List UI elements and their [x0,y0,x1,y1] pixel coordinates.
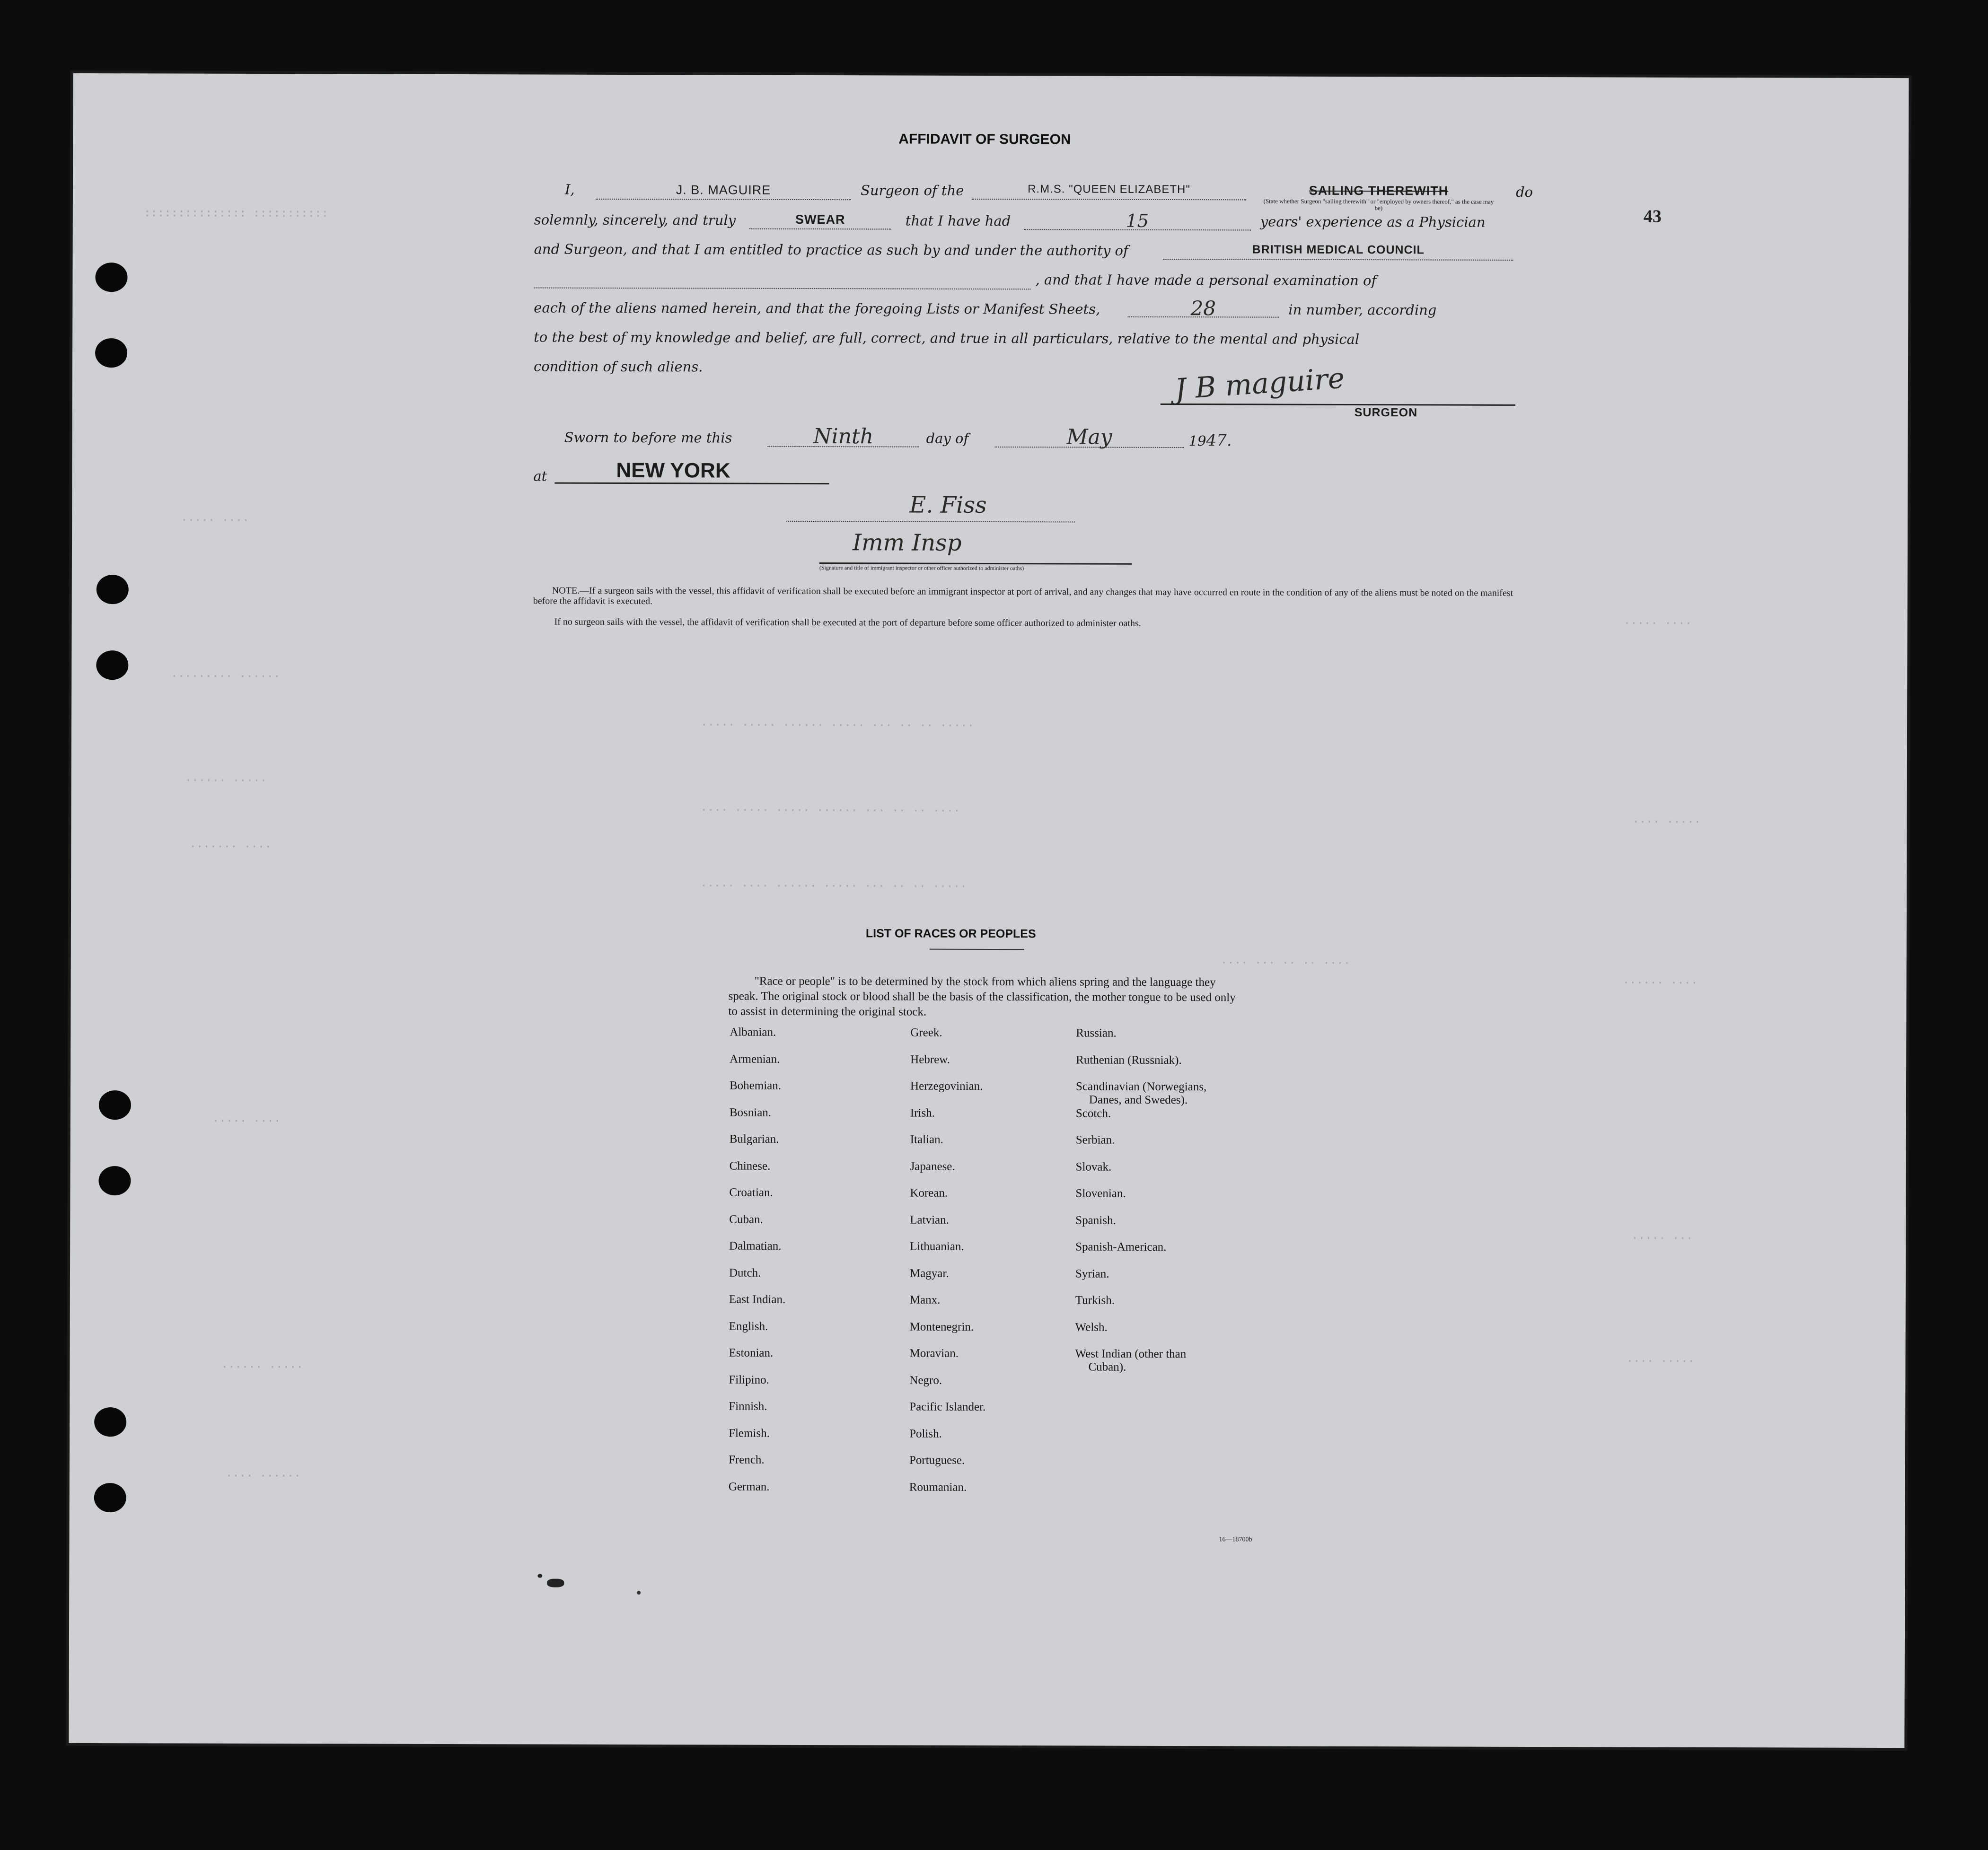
text-fragment: years' experience as a Physician [1260,213,1486,230]
race-item: East Indian. [729,1293,786,1306]
page-number: 43 [1643,206,1662,227]
text-fragment: that I have had [905,212,1011,229]
race-item: Ruthenian (Russniak). [1076,1053,1182,1067]
race-item: Bulgarian. [729,1132,779,1146]
signature-title: SURGEON [1354,406,1418,420]
race-item: Russian. [1076,1026,1117,1040]
authority-field [1163,243,1513,261]
race-item: Montenegrin. [909,1320,974,1333]
race-item: Croatian. [729,1186,773,1199]
officer-caption: (Signature and title of immigrant inspector or other officer authorized to administer oaths) [819,564,1024,572]
oath-type: SWEAR [795,212,845,227]
punch-hole [98,1166,131,1195]
race-item: Slovak. [1075,1160,1112,1174]
note-text: —If a surgeon sails with the vessel, this affidavit of verification shall be executed before an immigrant inspector at port of arrival, and any changes that may have occurred en route in the condition of any of the aliens must be noted on the manifest before the affidavit is executed. [533,585,1513,607]
race-item: Scandinavian (Norwegians, [1075,1080,1207,1094]
race-item: Latvian. [910,1213,949,1227]
race-item: Cuban). [1088,1360,1126,1374]
sworn-month-field [995,425,1184,448]
sworn-day-field [768,424,919,447]
race-item: Irish. [910,1106,935,1120]
race-item: Moravian. [909,1347,959,1360]
note-paragraph [533,585,1517,608]
sworn-year [1189,431,1232,450]
surgeon-name-field [596,183,851,200]
race-item: English. [729,1320,768,1333]
race-item: Bohemian. [729,1079,782,1092]
race-item: Dutch. [729,1266,761,1280]
ink-speck [637,1591,641,1595]
race-item: Danes, and Swedes). [1089,1093,1188,1107]
surgeon-signature: J B maguire [1173,361,1346,406]
race-item: Polish. [909,1427,942,1440]
race-item: Flemish. [729,1427,770,1440]
race-item: Spanish-American. [1075,1240,1167,1254]
officer-title-signature: Imm Insp [852,529,962,556]
races-column-1 [729,1026,786,1507]
races-column-3 [1075,1026,1206,1374]
sheet-count-field [1127,297,1279,318]
vessel-field [972,183,1246,201]
text-fragment: Surgeon of the [860,182,964,199]
race-item: Manx. [909,1293,941,1306]
races-column-2 [909,1026,987,1508]
race-item: Italian. [910,1133,943,1146]
place-field [554,459,829,485]
race-item: Japanese. [910,1160,955,1173]
punch-hole [96,650,128,680]
race-item: Herzegovinian. [910,1079,983,1093]
race-item: Pacific Islander. [909,1400,986,1413]
officer-signature: E. Fiss [909,491,987,518]
oath-type-field [749,212,891,230]
race-item: Spanish. [1075,1213,1116,1227]
note-paragraph-2: If no surgeon sails with the vessel, the affidavit of verification shall be executed at the port of departure before some officer authorized to administer oaths. [554,616,1141,629]
text-fragment: do [1515,184,1533,201]
sworn-day: Ninth [813,424,874,449]
officer-signature-line [786,520,1075,523]
race-item: Greek. [910,1026,942,1039]
ink-speck [547,1579,564,1587]
year-suffix: 47. [1206,431,1232,450]
races-title-rule [930,949,1024,950]
race-item: Dalmatian. [729,1239,782,1253]
races-intro: "Race or people" is to be determined by the stock from which aliens spring and the language they speak. The original stock or blood shall be the basis of the classification, the mother tongue to be used only to assist in determining the original stock. [728,974,1236,1018]
sheet-count: 28 [1190,297,1216,320]
races-title: LIST OF RACES OR PEOPLES [865,927,1036,941]
note-label: NOTE. [552,585,580,596]
punch-hole [94,1407,126,1437]
affidavit-title: AFFIDAVIT OF SURGEON [898,131,1071,148]
race-item: Roumanian. [909,1481,967,1494]
race-item: Scotch. [1075,1106,1111,1120]
punch-hole [95,263,127,292]
authority: BRITISH MEDICAL COUNCIL [1252,243,1425,257]
text-fragment: at [533,468,547,484]
sailing-status-note: (State whether Surgeon "sailing therewith" or "employed by owners thereof," as the case may be) [1263,197,1494,212]
race-item: Negro. [909,1374,942,1387]
punch-hole [99,1090,131,1120]
punch-hole [97,575,129,604]
race-item: Albanian. [730,1026,776,1039]
text-fragment: in number, according [1288,301,1437,318]
race-item: Finnish. [729,1400,767,1413]
race-item: Slovenian. [1075,1187,1126,1200]
authority-continued-field [534,273,1030,289]
race-item: Bosnian. [729,1106,772,1119]
text-fragment: day of [926,430,969,447]
text-fragment: condition of such aliens. [533,358,703,375]
text-fragment: to the best of my knowledge and belief, are full, correct, and true in all particulars, relative to the mental and physical [534,329,1360,348]
text-fragment: and Surgeon, and that I am entitled to practice as such by and under the authority of [534,241,1128,259]
sailing-status: SAILING THEREWITH [1309,183,1449,198]
race-item: Hebrew. [910,1053,950,1066]
race-item: Serbian. [1075,1133,1115,1147]
race-item: Estonian. [729,1346,774,1359]
race-item: Korean. [910,1186,948,1200]
punch-hole [94,1483,126,1512]
race-item: West Indian (other than [1075,1347,1187,1361]
race-item: Welsh. [1075,1320,1108,1334]
race-item: Portuguese. [909,1454,965,1467]
punch-hole [95,338,127,368]
race-item: Magyar. [909,1267,949,1280]
sailing-status-field [1256,183,1502,211]
text-fragment: , and that I have made a personal examination of [1035,272,1377,289]
year-prefix: 19 [1188,433,1206,449]
document-page: ::::::::::::::: ::::::::::: ····· ···· ········· ······ ······ ····· ······· ···· ····· ····· ······ ····· ··· ·· ·· ····· ···· ····· ····· ······ ··· ·· ·· ···· ····· ···· ······ ····· ··· ·· ·· ····· ···· ··· ·· ·· ···· ····· ···· ···· ····· ······ ···· ····· ··· ···· ····· ····· ···· ······ ····· ···· ······ 43 AFFIDAVIT OF SURGEON I, J. B. MAGUIRE Surgeon of the R.M.S. "QUEEN ELIZABETH" SAILING THEREWITH (State whether Surgeon "sailing therewith" or "employed by owners thereof," as the case may be) do solemnly, sincerely, and truly SWEAR that I have had 15 years' experience as a Physician and Surgeon, and that I am entitled to practice as such by and under the authority of BRITISH MEDICAL COUNCIL , and that I have made a personal examination of each of the aliens named herein, and that the foregoing Lists or Manifest Sheets, 28 in number, according to the best of my knowledge and belief, are full, correct, and true in all particulars, relative to the mental and physical condition of such aliens. J B maguire SURGEON Sworn to before me this Ninth day of May 1947. at NEW YORK E. Fiss Imm Insp (Signature and title of immigrant inspector or other officer authorized to administer oaths) NOTE.—If a surgeon sails with the vessel, this affidavit of verification shall be executed before an immigrant inspector at port of arrival, and any changes that may have occurred en route in the condition of any of the aliens must be noted on the manifest before the affidavit is executed. If no surgeon sails with the vessel, the affidavit of verification shall be executed at the port of departure before some officer authorized to administer oaths. LIST OF RACES OR PEOPLES "Race or people" is to be determined by the stock from which aliens spring and the language they speak. The original stock or blood shall be the basis of the classification, the mother tongue to be used only to assist in determining the original stock. Albanian. Armenian. Bohemian. Bosnian. Bulgarian. Chinese. Croatian. Cuban. Dalmatian. Dutch. East Indian. English. Estonian. Filipino. Finnish. Flemish. French. German. Greek. Hebrew. Herzegovinian. Irish. Italian. Japanese. Korean. Latvian. Lithuanian. Magyar. Manx. Montenegrin. Moravian. Negro. Pacific Islander. Polish. Portuguese. Roumanian. Russian. Ruthenian (Russniak). Scandinavian (Norwegians, Danes, and Swedes). Scotch. Serbian. Slovak. Slovenian. Spanish. Spanish-American. Syrian. Turkish. Welsh. West Indian (other than Cuban). 16—18700b [69,73,1909,1748]
race-item: Cuban. [729,1213,763,1226]
sworn-month: May [1066,425,1112,449]
race-item: Chinese. [729,1159,771,1173]
vessel-name: R.M.S. "QUEEN ELIZABETH" [1028,183,1190,196]
race-item: Armenian. [730,1052,780,1066]
text-fragment: each of the aliens named herein, and that the foregoing Lists or Manifest Sheets, [534,299,1100,317]
text-fragment: I, [564,181,575,198]
race-item: French. [728,1453,765,1466]
surgeon-name: J. B. MAGUIRE [676,183,771,197]
text-fragment: solemnly, sincerely, and truly [534,211,736,228]
sworn-place: NEW YORK [616,458,730,482]
race-item: German. [728,1480,770,1493]
form-number: 16—18700b [1219,1536,1252,1543]
years-experience: 15 [1126,210,1149,231]
race-item: Filipino. [729,1373,769,1386]
years-experience-field [1024,210,1251,230]
race-item: Syrian. [1075,1267,1109,1280]
race-item: Lithuanian. [910,1240,964,1253]
race-item: Turkish. [1075,1294,1115,1307]
ink-speck [537,1574,542,1578]
signature-line [1161,403,1515,406]
text-fragment: Sworn to before me this [564,429,732,446]
